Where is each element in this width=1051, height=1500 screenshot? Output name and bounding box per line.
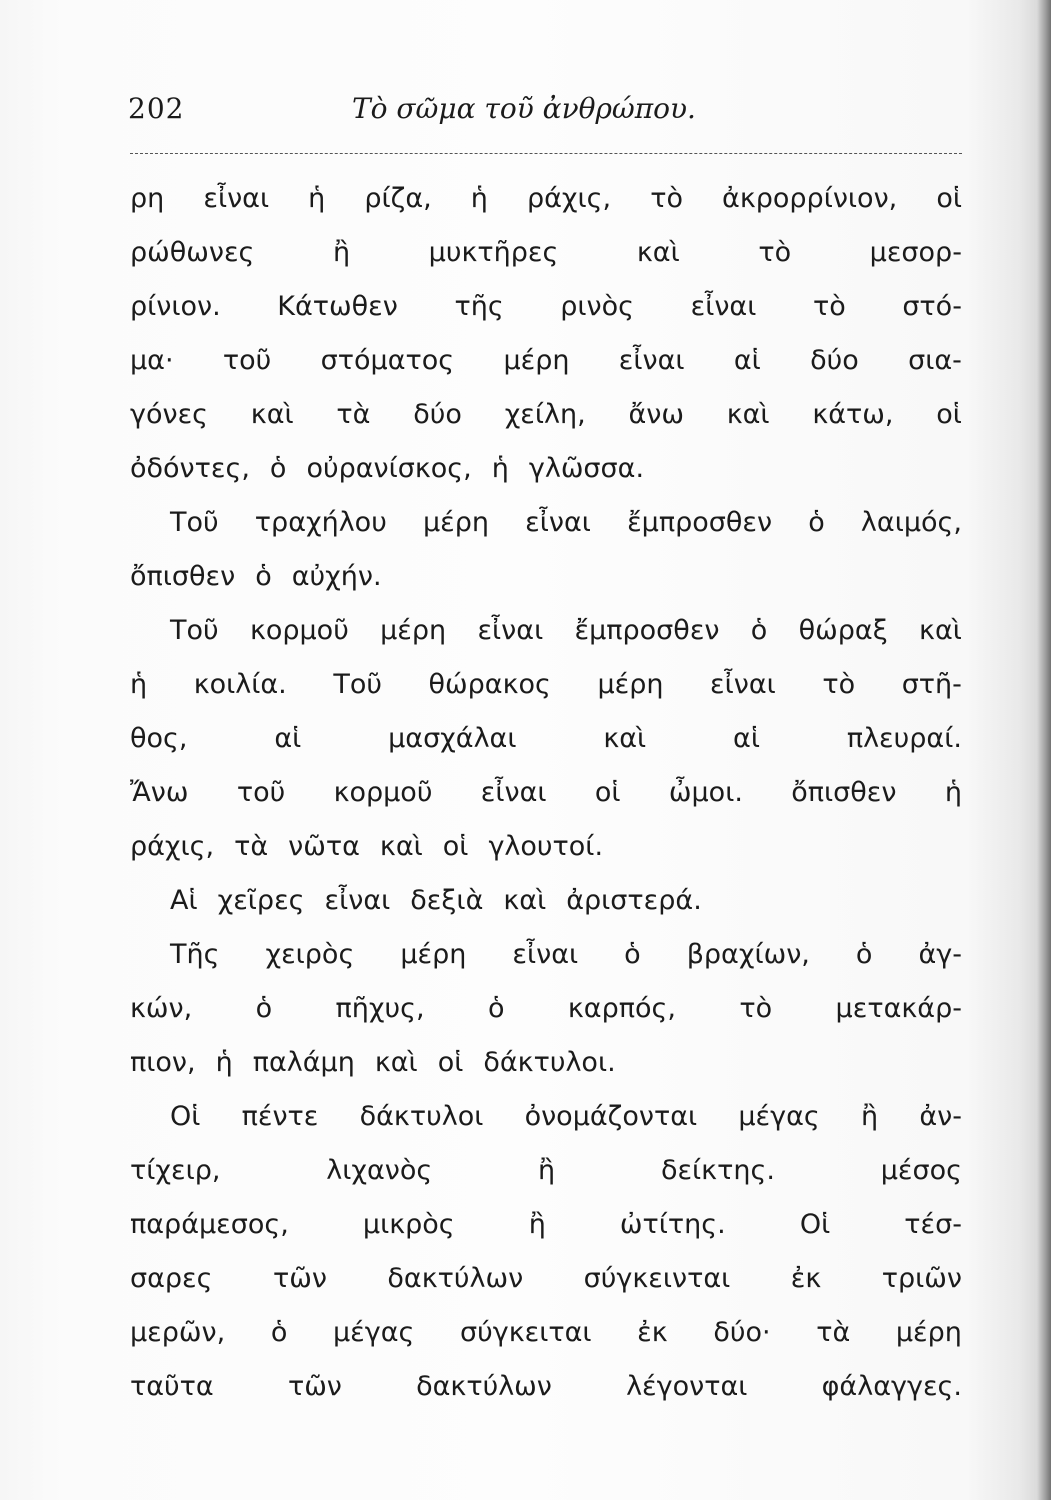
word: Τοῦ — [333, 669, 382, 700]
word: εἶναι — [525, 507, 591, 538]
word: σαρες — [130, 1263, 213, 1294]
word: τὰ — [234, 831, 269, 862]
text-line — [130, 939, 962, 993]
word: εἶναι — [710, 669, 776, 700]
word: μέρη — [380, 615, 447, 646]
word: τὰ — [336, 399, 371, 430]
word: εἶναι — [690, 291, 757, 322]
word: καὶ — [603, 723, 647, 754]
word: παλάμη — [252, 1047, 355, 1078]
word: μικρὸς — [362, 1209, 455, 1240]
word: κορμοῦ — [333, 777, 433, 808]
word: θος, — [130, 723, 188, 754]
word: καὶ — [636, 237, 680, 268]
word: ἀριστερά. — [566, 885, 702, 916]
word: δακτύλων — [387, 1263, 524, 1294]
word: ὁ — [808, 507, 825, 538]
text-line — [130, 777, 962, 831]
word: εἶναι — [480, 777, 547, 808]
word: ὁ — [270, 1317, 288, 1348]
word: κοιλία. — [193, 669, 287, 700]
page-number: 202 — [128, 92, 185, 125]
word: γλουτοί. — [488, 831, 604, 862]
word: τὰ — [816, 1317, 851, 1348]
word: χειρὸς — [265, 939, 355, 970]
text-line — [130, 831, 962, 885]
word: τὸ — [812, 291, 846, 322]
word: σύγκειται — [460, 1317, 592, 1348]
word: ὄπισθεν — [130, 561, 236, 592]
word: ἡ — [130, 669, 148, 700]
word: φάλαγγες. — [821, 1371, 962, 1402]
word: πῆχυς, — [335, 993, 425, 1024]
word: ἢ — [538, 1155, 556, 1186]
word: ταῦτα — [130, 1371, 214, 1402]
word: ὀνομάζονται — [524, 1101, 698, 1132]
word: μα· — [130, 345, 174, 376]
text-line — [130, 237, 962, 291]
word: ρίνιον. — [130, 291, 221, 322]
word: ἐκ — [637, 1317, 668, 1348]
word: Τοῦ — [170, 615, 219, 646]
word: παράμεσος, — [130, 1209, 289, 1240]
word: λιχανὸς — [326, 1155, 433, 1186]
word: τῶν — [272, 1263, 327, 1294]
word: βραχίων, — [686, 939, 810, 970]
word: ὁ — [750, 615, 768, 646]
word: ἄνω — [628, 399, 684, 430]
text-line — [130, 561, 962, 615]
word: ἔμπροσθεν — [627, 507, 773, 538]
word: οἱ — [437, 1047, 464, 1078]
word: οἱ — [594, 777, 621, 808]
word: ὠτίτης. — [619, 1209, 726, 1240]
word: ὁ — [855, 939, 873, 970]
word: καὶ — [503, 885, 547, 916]
word: καὶ — [374, 1047, 418, 1078]
word: δύο· — [713, 1317, 771, 1348]
word: νῶτα — [288, 831, 360, 862]
word: λέγονται — [626, 1371, 748, 1402]
word: ἢ — [332, 237, 351, 268]
word: καὶ — [726, 399, 770, 430]
word: ἡ — [491, 453, 509, 484]
word: τῆς — [454, 291, 504, 322]
word: μέσος — [880, 1155, 962, 1186]
word: τίχειρ, — [130, 1155, 221, 1186]
word: μέγας — [738, 1101, 820, 1132]
word: μερῶν, — [130, 1317, 226, 1348]
word: ρίζα, — [364, 183, 432, 214]
word: Τοῦ — [170, 507, 219, 538]
word: οἱ — [936, 183, 962, 214]
text-line — [130, 183, 962, 237]
text-line — [130, 1047, 962, 1101]
text-line — [130, 1209, 962, 1263]
word: μέρη — [400, 939, 467, 970]
word: τῶν — [287, 1371, 342, 1402]
word: μέρη — [422, 507, 490, 538]
word: εἶναι — [512, 939, 579, 970]
word: ρινὸς — [560, 291, 634, 322]
word: χεῖρες — [217, 885, 305, 916]
word: τριῶν — [881, 1263, 962, 1294]
word: τὸ — [822, 669, 856, 700]
word: ὦμοι. — [668, 777, 743, 808]
word: οἱ — [442, 831, 469, 862]
word: κορμοῦ — [249, 615, 349, 646]
word: σύγκεινται — [583, 1263, 731, 1294]
word: δάκτυλοι — [359, 1101, 484, 1132]
page-header — [120, 92, 960, 142]
word: ὁ — [255, 993, 273, 1024]
word: ἀκρορρίνιον, — [722, 183, 898, 214]
text-line — [130, 399, 962, 453]
word: ἡ — [308, 183, 326, 214]
word: οὐρανίσκος, — [306, 453, 472, 484]
word: τὸ — [758, 237, 792, 268]
header-rule — [130, 153, 962, 154]
word: τὸ — [739, 993, 773, 1024]
word: πιον, — [130, 1047, 196, 1078]
word: καὶ — [919, 615, 962, 646]
text-line — [130, 345, 962, 399]
word: πλευραί. — [846, 723, 962, 754]
text-line — [130, 1263, 962, 1317]
word: Κάτωθεν — [277, 291, 398, 322]
word: τοῦ — [236, 777, 286, 808]
word: δείκτης. — [660, 1155, 775, 1186]
word: ὁ — [487, 993, 505, 1024]
word: στῆ- — [901, 669, 962, 700]
word: θώραξ — [798, 615, 888, 646]
word: δάκτυλοι. — [483, 1047, 616, 1078]
word: σια- — [908, 345, 962, 376]
word: τέσ- — [904, 1209, 962, 1240]
word: δακτύλων — [416, 1371, 552, 1402]
word: εἶναι — [324, 885, 391, 916]
word: ὁ — [269, 453, 287, 484]
word: κάτω, — [812, 399, 894, 430]
word: εἶναι — [477, 615, 544, 646]
word: ὁ — [624, 939, 641, 970]
text-line — [130, 507, 962, 561]
text-line — [130, 669, 962, 723]
running-title: Τὸ σῶμα τοῦ ἀνθρώπου. — [352, 92, 696, 125]
text-line — [130, 453, 962, 507]
word: Αἱ — [170, 885, 198, 916]
text-line — [130, 615, 962, 669]
word: ἡ — [944, 777, 962, 808]
word: γόνες — [130, 399, 209, 430]
text-line — [130, 291, 962, 345]
text-line — [130, 723, 962, 777]
word: ἡ — [215, 1047, 233, 1078]
word: ρη — [130, 183, 165, 214]
word: δεξιὰ — [410, 885, 484, 916]
word: μέρη — [895, 1317, 962, 1348]
word: ἀγ- — [918, 939, 962, 970]
word: Οἱ — [799, 1209, 831, 1240]
word: μέρη — [597, 669, 664, 700]
word: ὄπισθεν — [791, 777, 897, 808]
word: ἡ — [470, 183, 488, 214]
word: καὶ — [379, 831, 423, 862]
word: μέρη — [503, 345, 570, 376]
word: αὐχήν. — [291, 561, 382, 592]
word: καὶ — [250, 399, 294, 430]
text-line — [130, 1101, 962, 1155]
word: μετακάρ- — [835, 993, 962, 1024]
word: ρώθωνες — [130, 237, 255, 268]
word: στόματος — [320, 345, 455, 376]
word: ράχις, — [527, 183, 612, 214]
word: γλῶσσα. — [528, 453, 645, 484]
word: λαιμός, — [860, 507, 962, 538]
word: ἔμπροσθεν — [574, 615, 720, 646]
text-line — [130, 1317, 962, 1371]
word: τοῦ — [222, 345, 272, 376]
word: ἐκ — [790, 1263, 822, 1294]
word: τραχήλου — [254, 507, 387, 538]
word: ὀδόντες, — [130, 453, 250, 484]
word: κών, — [130, 993, 193, 1024]
word: μασχάλαι — [388, 723, 517, 754]
word: μυκτῆρες — [428, 237, 559, 268]
word: Τῆς — [170, 939, 220, 970]
word: ἀν- — [919, 1101, 962, 1132]
text-line — [130, 885, 962, 939]
word: αἱ — [733, 345, 761, 376]
text-line — [130, 993, 962, 1047]
word: δύο — [810, 345, 859, 376]
word: θώρακος — [428, 669, 551, 700]
word: εἶναι — [618, 345, 685, 376]
text-line — [130, 1155, 962, 1209]
word: πέντε — [241, 1101, 319, 1132]
word: Οἱ — [170, 1101, 201, 1132]
word: ὁ — [255, 561, 272, 592]
word: εἶναι — [203, 183, 270, 214]
word: τὸ — [650, 183, 683, 214]
word: ἢ — [861, 1101, 879, 1132]
text-line — [130, 1371, 962, 1425]
word: αἱ — [733, 723, 760, 754]
word: στό- — [902, 291, 962, 322]
word: αἱ — [274, 723, 302, 754]
word: Ἄνω — [130, 777, 189, 808]
word: χείλη, — [504, 399, 586, 430]
word: δύο — [413, 399, 462, 430]
body-text — [130, 183, 962, 1425]
word: μέγας — [332, 1317, 415, 1348]
word: ἢ — [528, 1209, 546, 1240]
word: μεσορ- — [869, 237, 962, 268]
word: ράχις, — [130, 831, 215, 862]
word: οἱ — [936, 399, 962, 430]
word: καρπός, — [567, 993, 676, 1024]
